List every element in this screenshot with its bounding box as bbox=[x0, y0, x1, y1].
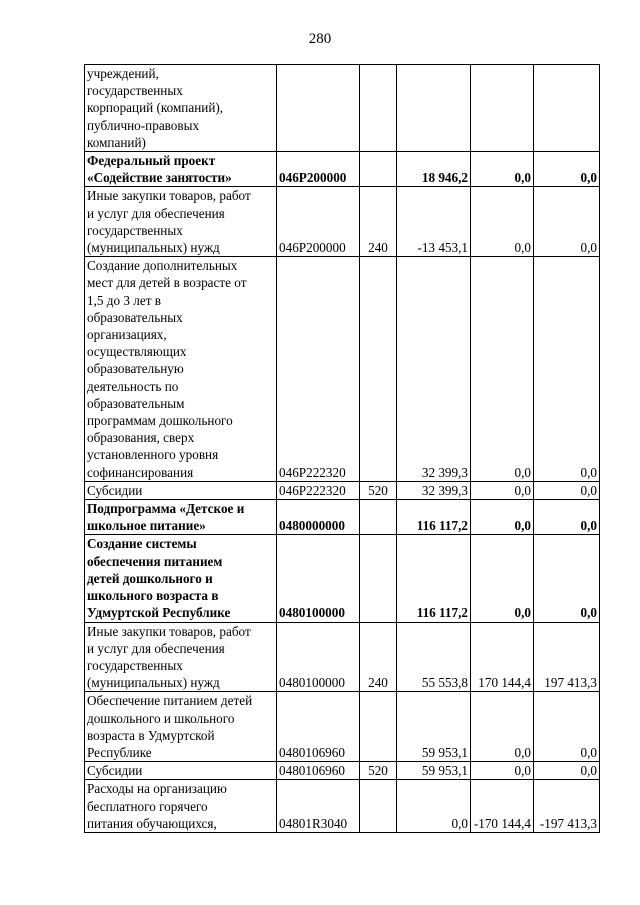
row-name-line: деятельность по bbox=[87, 378, 179, 394]
page-number: 280 bbox=[308, 31, 332, 47]
row-expense-type bbox=[360, 500, 397, 535]
row-code: 046P222320 bbox=[277, 257, 360, 482]
row-code: 046P222320 bbox=[277, 481, 360, 499]
row-expense-type bbox=[360, 535, 397, 622]
row-name-line: установленного уровня bbox=[87, 447, 219, 463]
table-row bbox=[85, 622, 600, 692]
row-value-1: -13 453,1 bbox=[397, 187, 471, 257]
row-name-line: и услуг для обеспечения bbox=[87, 640, 225, 656]
row-name-line: возраста в Удмуртской bbox=[87, 727, 215, 743]
row-code: 04801R3040 bbox=[277, 780, 360, 833]
row-value-2: 0,0 bbox=[471, 187, 534, 257]
row-name-line: учреждений, bbox=[87, 66, 159, 81]
row-value-1 bbox=[397, 65, 471, 152]
row-name bbox=[85, 481, 277, 499]
table-row bbox=[85, 65, 600, 152]
row-value-3: 0,0 bbox=[534, 481, 600, 499]
row-name-line: Субсидии bbox=[87, 482, 143, 498]
row-value-2 bbox=[471, 65, 534, 152]
row-name bbox=[85, 65, 277, 152]
row-name-line: «Содействие занятости» bbox=[87, 170, 232, 186]
row-value-1: 116 117,2 bbox=[397, 535, 471, 622]
row-expense-type bbox=[360, 65, 397, 152]
row-value-3: 0,0 bbox=[534, 500, 600, 535]
row-name-line: публично-правовых bbox=[87, 117, 200, 133]
row-value-1: 32 399,3 bbox=[397, 257, 471, 482]
row-name-line: дошкольного и школьного bbox=[87, 710, 235, 726]
row-name bbox=[85, 257, 277, 482]
table-row bbox=[85, 481, 600, 499]
row-name-line: Субсидии bbox=[87, 763, 143, 779]
row-value-3: 0,0 bbox=[534, 762, 600, 780]
row-name bbox=[85, 762, 277, 780]
table-body bbox=[85, 65, 600, 833]
row-value-3: 197 413,3 bbox=[534, 622, 600, 692]
row-name-line: обеспечения питанием bbox=[87, 553, 223, 569]
row-name-line: 1,5 до 3 лет в bbox=[87, 292, 161, 308]
row-value-3: 0,0 bbox=[534, 152, 600, 187]
row-code: 0480106960 bbox=[277, 762, 360, 780]
row-code bbox=[277, 65, 360, 152]
table-row bbox=[85, 152, 600, 187]
row-value-3 bbox=[534, 65, 600, 152]
row-value-2: 0,0 bbox=[471, 692, 534, 762]
row-name-line: Иные закупки товаров, работ bbox=[87, 623, 251, 639]
row-value-1: 0,0 bbox=[397, 780, 471, 833]
row-name bbox=[85, 500, 277, 535]
row-code: 0480106960 bbox=[277, 692, 360, 762]
row-name-line: софинансирования bbox=[87, 464, 194, 480]
row-name-line: Иные закупки товаров, работ bbox=[87, 188, 251, 204]
row-name bbox=[85, 692, 277, 762]
row-expense-type: 520 bbox=[360, 481, 397, 499]
row-value-2: 0,0 bbox=[471, 500, 534, 535]
row-name-line: (муниципальных) нужд bbox=[87, 675, 220, 691]
row-name-line: Удмуртской Республике bbox=[87, 605, 231, 621]
row-value-2: -170 144,4 bbox=[471, 780, 534, 833]
row-value-3: 0,0 bbox=[534, 187, 600, 257]
row-name-line: Создание системы bbox=[87, 536, 197, 552]
row-name-line: образования, сверх bbox=[87, 430, 195, 446]
row-code: 0480100000 bbox=[277, 622, 360, 692]
row-value-3: -197 413,3 bbox=[534, 780, 600, 833]
row-value-1: 18 946,2 bbox=[397, 152, 471, 187]
row-name bbox=[85, 780, 277, 833]
table-row bbox=[85, 535, 600, 622]
row-name-line: осуществляющих bbox=[87, 344, 187, 360]
row-expense-type bbox=[360, 152, 397, 187]
row-code: 0480100000 bbox=[277, 535, 360, 622]
row-expense-type: 240 bbox=[360, 622, 397, 692]
row-value-3: 0,0 bbox=[534, 692, 600, 762]
row-name-line: Создание дополнительных bbox=[87, 258, 238, 274]
row-name-line: (муниципальных) нужд bbox=[87, 240, 220, 256]
row-code: 0480000000 bbox=[277, 500, 360, 535]
row-name-line: школьное питание» bbox=[87, 518, 206, 534]
row-name-line: и услуг для обеспечения bbox=[87, 205, 225, 221]
row-name-line: государственных bbox=[87, 222, 183, 238]
row-name-line: образовательную bbox=[87, 361, 184, 377]
row-value-1: 59 953,1 bbox=[397, 692, 471, 762]
row-value-2: 0,0 bbox=[471, 152, 534, 187]
row-name-line: Обеспечение питанием детей bbox=[87, 693, 253, 709]
row-name-line: Подпрограмма «Детское и bbox=[87, 501, 245, 517]
row-name bbox=[85, 622, 277, 692]
row-value-2: 0,0 bbox=[471, 762, 534, 780]
table-row bbox=[85, 780, 600, 833]
table-row bbox=[85, 762, 600, 780]
row-name-line: организациях, bbox=[87, 327, 167, 343]
row-value-3: 0,0 bbox=[534, 535, 600, 622]
row-name-line: Федеральный проект bbox=[87, 153, 216, 169]
row-name-line: питания обучающихся, bbox=[87, 815, 217, 831]
budget-table bbox=[84, 64, 600, 833]
row-name-line: образовательных bbox=[87, 309, 183, 325]
row-name-line: Республике bbox=[87, 744, 152, 760]
row-name-line: программам дошкольного bbox=[87, 413, 233, 429]
row-name-line: образовательным bbox=[87, 395, 185, 411]
row-value-2: 170 144,4 bbox=[471, 622, 534, 692]
row-value-1: 32 399,3 bbox=[397, 481, 471, 499]
row-expense-type: 520 bbox=[360, 762, 397, 780]
row-name-line: государственных bbox=[87, 657, 183, 673]
row-value-2: 0,0 bbox=[471, 257, 534, 482]
row-expense-type bbox=[360, 257, 397, 482]
row-name bbox=[85, 187, 277, 257]
row-value-2: 0,0 bbox=[471, 535, 534, 622]
row-value-1: 116 117,2 bbox=[397, 500, 471, 535]
row-code: 046P200000 bbox=[277, 152, 360, 187]
row-code: 046P200000 bbox=[277, 187, 360, 257]
row-name bbox=[85, 152, 277, 187]
row-name bbox=[85, 535, 277, 622]
row-value-3: 0,0 bbox=[534, 257, 600, 482]
row-name-line: государственных bbox=[87, 83, 183, 99]
row-expense-type bbox=[360, 692, 397, 762]
table-row bbox=[85, 500, 600, 535]
row-name-line: компаний) bbox=[87, 134, 146, 150]
row-name-line: школьного возраста в bbox=[87, 588, 219, 604]
row-name-line: мест для детей в возрасте от bbox=[87, 275, 247, 291]
row-value-1: 55 553,8 bbox=[397, 622, 471, 692]
row-name-line: детей дошкольного и bbox=[87, 570, 213, 586]
row-expense-type bbox=[360, 780, 397, 833]
table-row bbox=[85, 257, 600, 482]
row-name-line: корпораций (компаний), bbox=[87, 100, 224, 116]
row-name-line: Расходы на организацию bbox=[87, 781, 227, 797]
row-expense-type: 240 bbox=[360, 187, 397, 257]
table-row bbox=[85, 187, 600, 257]
row-value-1: 59 953,1 bbox=[397, 762, 471, 780]
row-name-line: бесплатного горячего bbox=[87, 798, 208, 814]
row-value-2: 0,0 bbox=[471, 481, 534, 499]
table-row bbox=[85, 692, 600, 762]
